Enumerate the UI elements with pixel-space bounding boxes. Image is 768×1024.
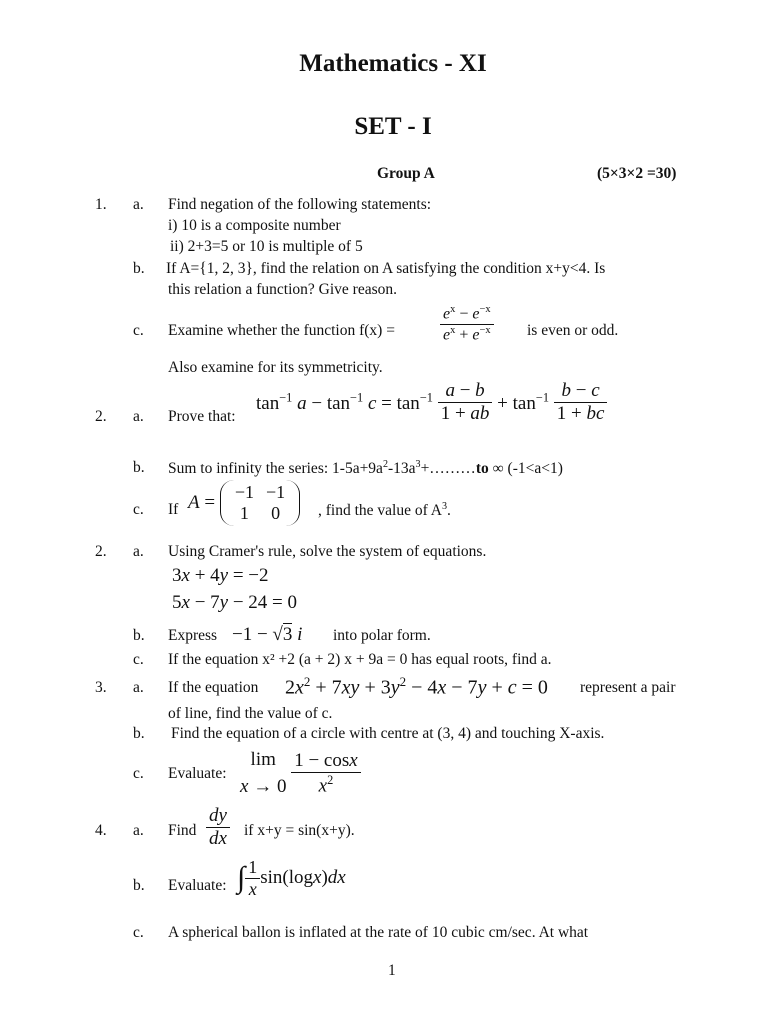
part-label: b. — [133, 459, 145, 476]
part-label: c. — [133, 765, 144, 782]
part-label: a. — [133, 679, 144, 696]
question-text: Examine whether the function f(x) = — [168, 322, 395, 339]
question-text: Also examine for its symmetricity. — [168, 359, 383, 376]
question-text: Evaluate: — [168, 877, 227, 894]
part-label: b. — [133, 627, 145, 644]
part-label: c. — [133, 501, 144, 518]
math-expression: $\frac{e^x - e^{-x}}{e^x + e^{-x}}$ — [440, 304, 494, 344]
question-text: Find — [168, 822, 197, 839]
question-number: 4. — [95, 822, 107, 839]
part-label: b. — [133, 260, 145, 277]
question-text: is even or odd. — [527, 322, 619, 339]
question-text: If — [168, 501, 179, 518]
question-text: Sum to infinity the series: $1-5a+9a^2-13a^3+\dots\dots\dots to$ ∞ (-1<a<1) — [168, 459, 563, 478]
limit-expression: lim x → 0 $\frac{1 - \cos x}{x^2}$ — [240, 747, 361, 800]
matrix-expression: A = −1 −1 1 0 — [188, 480, 300, 526]
part-label: a. — [133, 196, 144, 213]
question-text: If the equation x² +2 (a + 2) x + 9a = 0 has equal roots, find a. — [168, 651, 552, 668]
question-number: 3. — [95, 679, 107, 696]
question-text: A spherical ballon is inflated at the rate of 10 cubic cm/sec. At what — [168, 924, 589, 941]
question-number: 2. — [95, 408, 107, 425]
part-label: c. — [133, 924, 144, 941]
series-text: Sum to infinity the series: 1-5a+9a — [168, 460, 383, 478]
part-label: b. — [133, 725, 145, 742]
question-number: 1. — [95, 196, 107, 213]
equation: 3x + 4y = −2 — [172, 565, 269, 586]
group-heading: Group A — [377, 165, 435, 182]
math-expression: $\tan^{-1} a - \tan^{-1} c = \tan^{-1}$ $\frac{a - b}{1 + ab}$ + $\tan^{-1}$ $\frac{b - c}{1 + bc}$ — [256, 380, 607, 425]
derivative-expression: $\frac{dy}{dx}$ — [206, 805, 230, 850]
question-text: , find the value of $A^3$. — [318, 501, 451, 520]
question-text: Express — [168, 627, 218, 644]
set-heading: SET - I — [354, 113, 432, 140]
question-text: Find negation of the following statements: — [168, 196, 432, 213]
math-expression: $2x^2 + 7xy + 3y^2 - 4x - 7y + c = 0$ — [285, 674, 548, 699]
part-label: b. — [133, 877, 145, 894]
question-text: if x+y = sin(x+y). — [244, 822, 355, 839]
integral-expression: ∫ $\frac{1}{x}$ sin(logx)dx — [237, 857, 346, 899]
question-text: of line, find the value of c. — [168, 705, 333, 722]
group-marks: (5×3×2 =30) — [597, 165, 677, 182]
question-text: If A={1, 2, 3}, find the relation on A satisfying the condition x+y<4. Is — [166, 260, 606, 277]
question-text: into polar form. — [333, 627, 431, 644]
page-number: 1 — [388, 962, 396, 979]
question-text: ii) 2+3=5 or 10 is multiple of 5 — [170, 238, 363, 255]
math-expression: −1 − √3 i — [232, 624, 303, 645]
part-label: c. — [133, 651, 144, 668]
question-text: Prove that: — [168, 408, 236, 425]
part-label: c. — [133, 322, 144, 339]
part-label: a. — [133, 408, 144, 425]
question-text: i) 10 is a composite number — [168, 217, 341, 234]
question-text: Find the equation of a circle with centre at (3, 4) and touching X-axis. — [171, 725, 605, 742]
question-text: Using Cramer's rule, solve the system of equations. — [168, 543, 487, 560]
question-text: this relation a function? Give reason. — [168, 281, 397, 298]
equation: 5x − 7y − 24 = 0 — [172, 592, 298, 613]
question-number: 2. — [95, 543, 107, 560]
question-text: If the equation — [168, 679, 259, 696]
page-title: Mathematics - XI — [299, 50, 487, 77]
question-text: represent a pair — [580, 679, 676, 696]
question-text: Evaluate: — [168, 765, 227, 782]
part-label: a. — [133, 543, 144, 560]
part-label: a. — [133, 822, 144, 839]
